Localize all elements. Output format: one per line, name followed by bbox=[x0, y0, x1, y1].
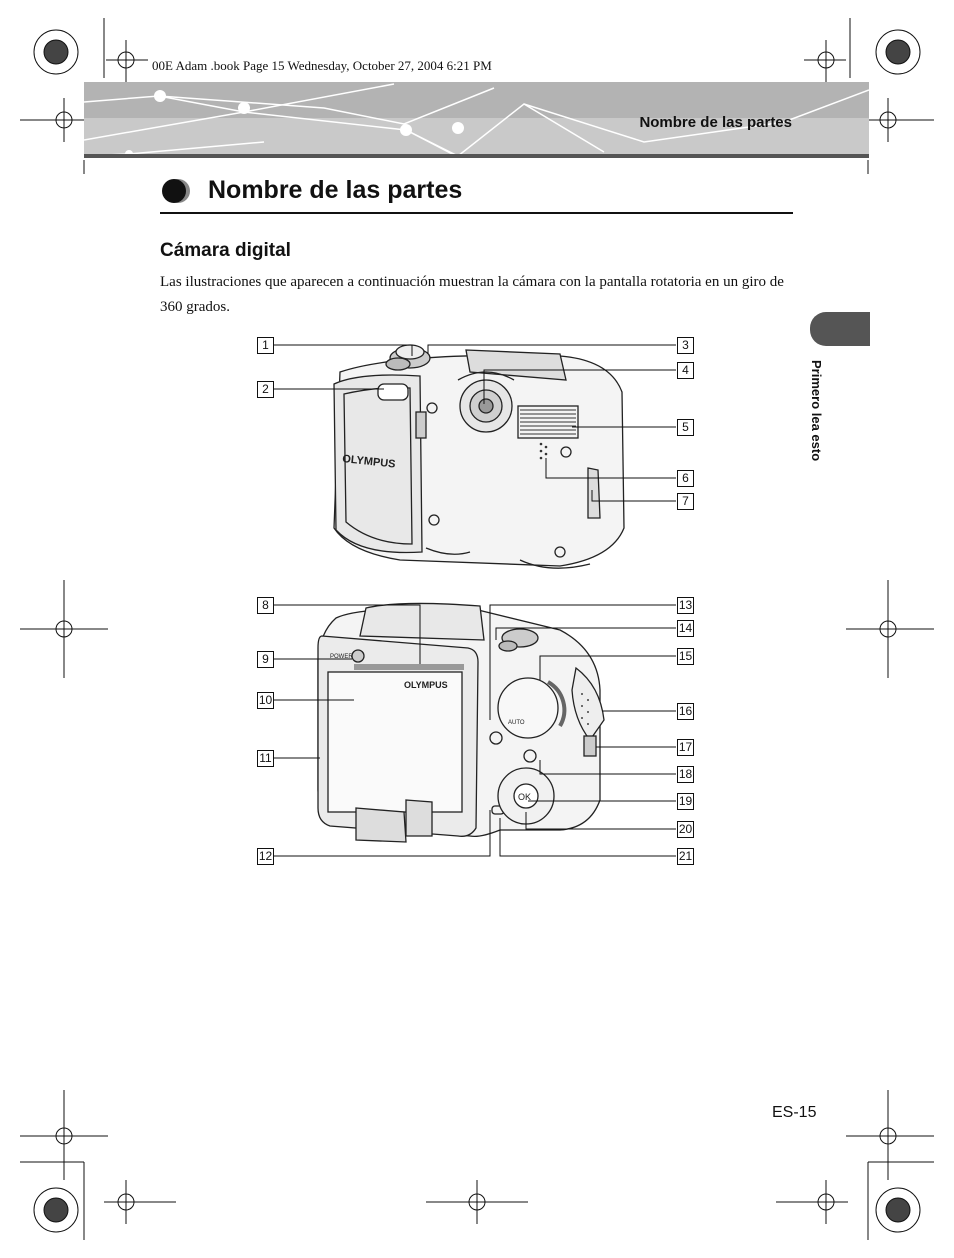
front-camera-brand: OLYMPUS bbox=[341, 453, 397, 471]
callout-19: 19 bbox=[678, 794, 693, 808]
callout-15: 15 bbox=[678, 649, 693, 663]
callout-20: 20 bbox=[678, 822, 693, 836]
callout-8: 8 bbox=[257, 597, 274, 614]
callout-6: 6 bbox=[677, 470, 694, 487]
callout-12: 12 bbox=[258, 849, 273, 863]
callout-1: 1 bbox=[257, 337, 274, 354]
auto-label: AUTO bbox=[508, 720, 525, 726]
callout-21: 21 bbox=[678, 849, 693, 863]
power-label: POWER bbox=[330, 654, 353, 660]
intro-paragraph: Las ilustraciones que aparecen a continuación muestran la cámara con la pantalla rotatoria en un giro de 360 grados. bbox=[160, 274, 784, 315]
print-info: 00E Adam .book Page 15 Wednesday, October 27, 2004 6:21 PM bbox=[152, 58, 492, 73]
callout-5: 5 bbox=[677, 419, 694, 436]
callout-11: 11 bbox=[257, 750, 274, 767]
callout-10: 10 bbox=[258, 693, 273, 707]
page-title: Nombre de las partes bbox=[208, 176, 463, 204]
callout-18: 18 bbox=[678, 767, 693, 781]
callout-4: 4 bbox=[677, 362, 694, 379]
callout-3: 3 bbox=[677, 337, 694, 354]
callout-2: 2 bbox=[257, 381, 274, 398]
side-tab-label: Primero lea esto bbox=[809, 360, 824, 462]
callout-13: 13 bbox=[678, 598, 693, 612]
callout-9: 9 bbox=[257, 651, 274, 668]
callout-7: 7 bbox=[677, 493, 694, 510]
callout-14: 14 bbox=[678, 621, 693, 635]
ok-label: OK bbox=[518, 792, 532, 802]
back-camera-brand: OLYMPUS bbox=[404, 680, 448, 690]
callout-16: 16 bbox=[678, 704, 693, 718]
page-number: ES-15 bbox=[772, 1104, 817, 1121]
header-section-label: Nombre de las partes bbox=[639, 114, 792, 131]
callout-17: 17 bbox=[678, 740, 693, 754]
section-subtitle: Cámara digital bbox=[160, 240, 291, 261]
